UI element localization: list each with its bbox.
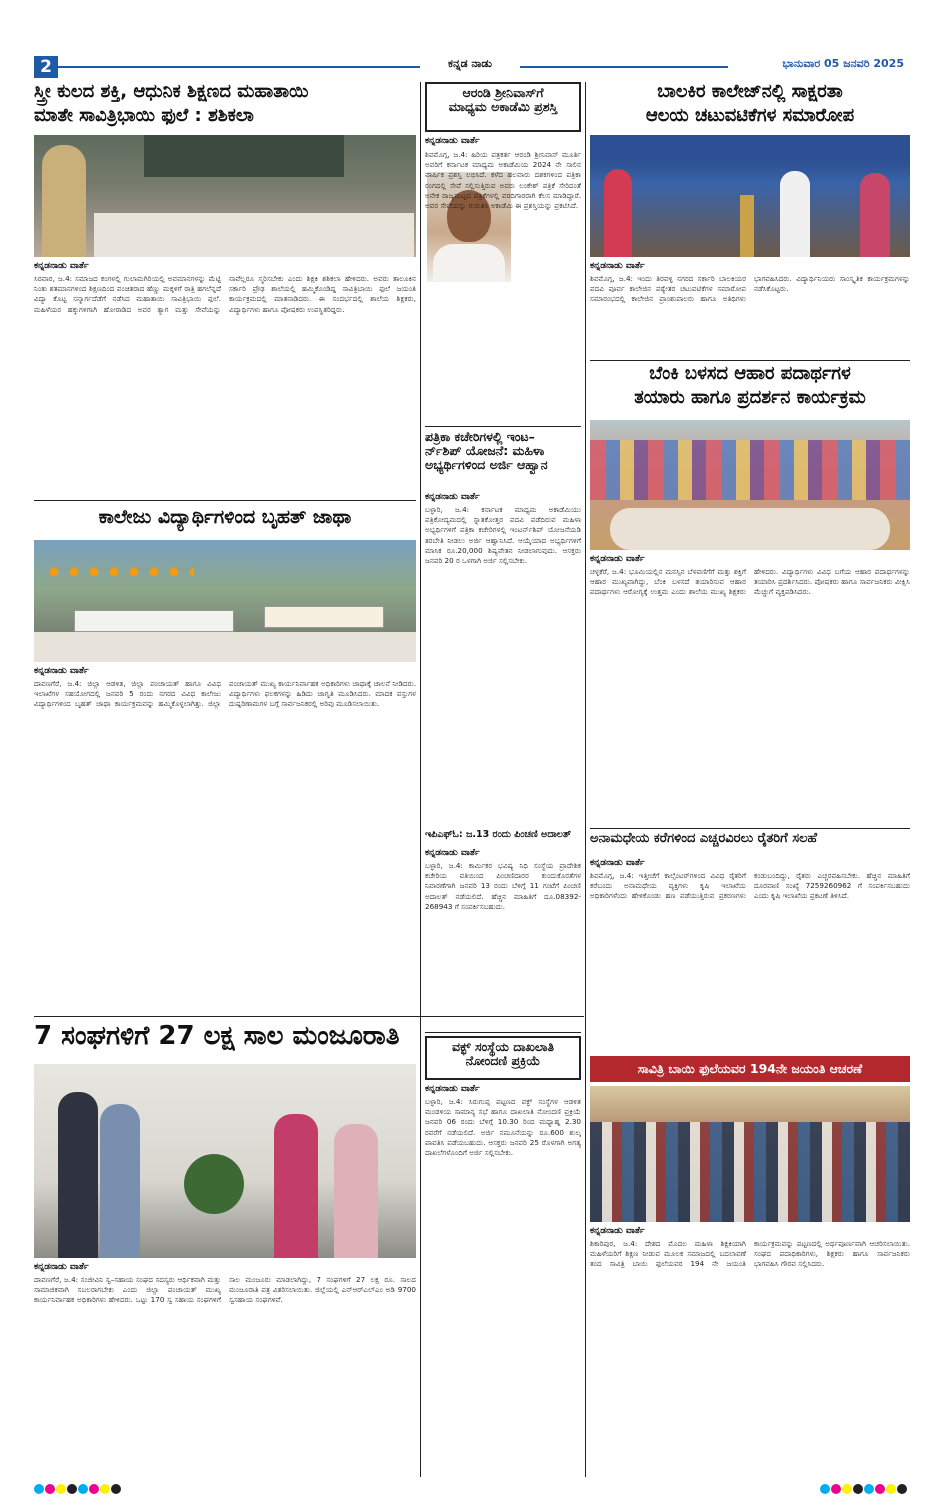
article-byline: ಕನ್ನಡನಾಡು ವಾರ್ತೆ xyxy=(425,136,480,146)
news-photo xyxy=(590,420,910,550)
section-rule xyxy=(425,426,581,427)
news-photo xyxy=(590,135,910,257)
registration-dot xyxy=(67,1484,77,1494)
article-headline: ಕಾಲೇಜು ವಿದ್ಯಾರ್ಥಿಗಳಿಂದ ಬೃಹತ್ ಜಾಥಾ xyxy=(98,507,352,528)
registration-dot xyxy=(886,1484,896,1494)
article-byline: ಕನ್ನಡನಾಡು ವಾರ್ತೆ xyxy=(590,261,645,271)
registration-dot xyxy=(56,1484,66,1494)
headline-line: ಪತ್ರಿಕಾ ಕಚೇರಿಗಳಲ್ಲಿ ಇಂಟ– xyxy=(425,430,535,444)
news-photo xyxy=(34,1064,416,1258)
registration-dot xyxy=(111,1484,121,1494)
photo-person xyxy=(604,169,632,257)
article-headline xyxy=(425,1036,581,1080)
article-byline: ಕನ್ನಡನಾಡು ವಾರ್ತೆ xyxy=(34,666,89,676)
news-photo xyxy=(590,1086,910,1222)
registration-marks-right xyxy=(820,1484,910,1496)
article-byline: ಕನ್ನಡನಾಡು ವಾರ್ತೆ xyxy=(425,848,480,858)
headline-line: ಆರಂಡಿ ಶ್ರೀನಿವಾಸ್‌ಗೆ xyxy=(462,85,544,100)
headline-line: ನೋಂದಣಿ ಪ್ರಕ್ರಿಯೆ xyxy=(465,1053,541,1068)
registration-dot xyxy=(853,1484,863,1494)
photo-person xyxy=(334,1124,378,1258)
article-byline: ಕನ್ನಡನಾಡು ವಾರ್ತೆ xyxy=(34,1262,89,1272)
article-headline: 7 ಸಂಘಗಳಿಗೆ 27 ಲಕ್ಷ ಸಾಲ ಮಂಜೂರಾತಿ xyxy=(34,1022,400,1051)
article-byline: ಕನ್ನಡನಾಡು ವಾರ್ತೆ xyxy=(590,554,645,564)
photo-person xyxy=(100,1104,140,1258)
article-body: ಶಿವಮೊಗ್ಗ, ಜ.4: ಇತ್ತೀಚೆಗೆ ಕಾಲ್ಸೆಂಟರ್‌ಗಳಿಂದ ವಿವಿಧ ರೈತರಿಗೆ ಕರೆಬಂದು ಅನಾಮಧೇಯ ವ್ಯಕ್ತಿಗಳು ಕೃಷಿ ಇಲಾಖೆಯ ಅಧಿಕಾರಿಗಳೆಂದು ಹೇಳಿಕೊಂಡು ಹಣ ಪಡೆಯುತ್ತಿರುವ ಪ್ರಕರಣಗಳು ಕಂಡುಬಂದಿದ್ದು, ರೈತರು ಎಚ್ಚರವಹಿಸಬೇಕು. ಹೆಚ್ಚಿನ ಮಾಹಿತಿಗೆ ದೂರವಾಣಿ ಸಂಖ್ಯೆ 7259260962 ಗೆ ಸಂಪರ್ಕಿಸಬಹುದು ಎಂದು ಕೃಷಿ ಇಲಾಖೆಯ ಪ್ರಕಟಣೆ ತಿಳಿಸಿದೆ. xyxy=(590,871,910,901)
photo-crowd xyxy=(34,632,416,662)
photo-banner xyxy=(264,606,384,628)
photo-food-table xyxy=(610,508,890,550)
article-body: ಶಿವಮೊಗ್ಗ, ಜ.4: ಇಂದು ತಿರವಳ್ಳಿ ನಗರದ ಸರ್ಕಾರಿ ಬಾಲಕಿಯರ ಪದವಿ ಪೂರ್ವ ಕಾಲೇಜಿನ ಪಠ್ಯೇತರ ಚಟುವಟಿಕೆಗಳ ಸಮಾರೋಪ ಸಮಾರಂಭದಲ್ಲಿ ಕಾಲೇಜಿನ ಪ್ರಾಂಶುಪಾಲರು ಹಾಗೂ ಅತಿಥಿಗಳು ಭಾಗವಹಿಸಿದರು. ವಿದ್ಯಾರ್ಥಿನಿಯರು ಸಾಂಸ್ಕೃತಿಕ ಕಾರ್ಯಕ್ರಮಗಳನ್ನು ನಡೆಸಿಕೊಟ್ಟರು. xyxy=(590,274,910,304)
article-body: ದಾವಣಗೆರೆ, ಜ.4: ಸಂಜೀವಿನಿ ಸ್ವ–ಸಹಾಯ ಸಂಘದ ಸದಸ್ಯರು ಆರ್ಥಿಕವಾಗಿ ಮತ್ತು ಸಾಮಾಜಿಕವಾಗಿ ಸಬಲರಾಗಬೇಕು ಎಂದು ಜಿಲ್ಲಾ ಪಂಚಾಯತ್ ಮುಖ್ಯ ಕಾರ್ಯನಿರ್ವಾಹಕ ಅಧಿಕಾರಿಗಳು ಹೇಳಿದರು. ಒಟ್ಟು 170 ಸ್ವ ಸಹಾಯ ಸಂಘಗಳಿಗೆ ಸಾಲ ಮಂಜೂರು ಮಾಡಲಾಗಿದ್ದು, 7 ಸಂಘಗಳಿಗೆ 27 ಲಕ್ಷ ರೂ. ಸಾಲದ ಮಂಜೂರಾತಿ ಪತ್ರ ವಿತರಿಸಲಾಯಿತು. ಜಿಲ್ಲೆಯಲ್ಲಿ ಎನ್‌ಆರ್‌ಎಲ್‌ಎಂ ಅಡಿ 9700 ಸ್ವಸಹಾಯ ಸಂಘಗಳಿವೆ. xyxy=(34,1275,416,1305)
article-headline: ಆಲಯ ಚಟುವಟಿಕೆಗಳ ಸಮಾರೋಪ xyxy=(645,106,855,126)
article-body: ಶಿವಮೊಗ್ಗ, ಜ.4: ಹಿರಿಯ ಪತ್ರಕರ್ತ ಆರಂಡಿ ಶ್ರೀನಿವಾಸ್ ಮೂರ್ತಿ ಅವರಿಗೆ ಕರ್ನಾಟಕ ಮಾಧ್ಯಮ ಅಕಾಡೆಮಿಯ 2024 ನೇ ಸಾಲಿನ ವಾರ್ಷಿಕ ಪ್ರಶಸ್ತಿ ಲಭಿಸಿದೆ. ಕಳೆದ ಹಲವಾರು ದಶಕಗಳಿಂದ ಪತ್ರಿಕಾ ರಂಗದಲ್ಲಿ ಸೇವೆ ಸಲ್ಲಿಸುತ್ತಿರುವ ಅವರು ಲಂಕೇಶ್ ಪತ್ರಿಕೆ ಸೇರಿದಂತೆ ಅನೇಕ ರಾಜ್ಯಮಟ್ಟದ ಪತ್ರಿಕೆಗಳಲ್ಲಿ ವರದಿಗಾರರಾಗಿ ಕೆಲಸ ಮಾಡಿದ್ದಾರೆ. ಅವರ ಸೇವೆಯನ್ನು ಗುರುತಿಸಿ ಅಕಾಡೆಮಿ ಈ ಪ್ರಶಸ್ತಿಯನ್ನು ಪ್ರಕಟಿಸಿದೆ. xyxy=(425,150,581,211)
photo-person xyxy=(274,1114,318,1258)
column-divider xyxy=(585,82,586,1477)
article-headline xyxy=(425,430,581,488)
article-body: ದಾವಣಗೆರೆ, ಜ.4: ಜಿಲ್ಲಾ ಆಡಳಿತ, ಜಿಲ್ಲಾ ಪಂಚಾಯತ್ ಹಾಗೂ ವಿವಿಧ ಇಲಾಖೆಗಳ ಸಹಯೋಗದಲ್ಲಿ ಜನವರಿ 5 ರಂದು ನಗರದ ವಿವಿಧ ಕಾಲೇಜು ವಿದ್ಯಾರ್ಥಿಗಳಿಂದ ಬೃಹತ್ ಜಾಥಾ ಕಾರ್ಯಕ್ರಮವನ್ನು ಹಮ್ಮಿಕೊಳ್ಳಲಾಗಿತ್ತು. ಜಿಲ್ಲಾ ಪಂಚಾಯತ್ ಮುಖ್ಯ ಕಾರ್ಯನಿರ್ವಾಹಕ ಅಧಿಕಾರಿಗಳು ಜಾಥಾಕ್ಕೆ ಚಾಲನೆ ನೀಡಿದರು. ವಿದ್ಯಾರ್ಥಿಗಳು ಫಲಕಗಳನ್ನು ಹಿಡಿದು ಜಾಗೃತಿ ಮೂಡಿಸಿದರು. ಮಾದಕ ವಸ್ತುಗಳ ದುಷ್ಪರಿಣಾಮಗಳ ಬಗ್ಗೆ ಸಾರ್ವಜನಿಕರಲ್ಲಿ ಅರಿವು ಮೂಡಿಸಲಾಯಿತು. xyxy=(34,679,416,709)
headline-line: ಮಾಧ್ಯಮ ಅಕಾಡೆಮಿ ಪ್ರಶಸ್ತಿ xyxy=(448,99,558,114)
article-body: ಚಳ್ಳಕೆರೆ, ಜ.4: ಭೂಮಿಯಲ್ಲಿನ ಮನಸ್ಸಿನ ಬೆಳವಣಿಗೆಗೆ ಮತ್ತು ಶಕ್ತಿಗೆ ಆಹಾರ ಮುಖ್ಯವಾಗಿದ್ದು, ಬೆಂಕಿ ಬಳಸದೆ ತಯಾರಿಸುವ ಆಹಾರ ಪದಾರ್ಥಗಳು ಆರೋಗ್ಯಕ್ಕೆ ಉತ್ತಮ ಎಂದು ಶಾಲೆಯ ಮುಖ್ಯ ಶಿಕ್ಷಕರು ಹೇಳಿದರು. ವಿದ್ಯಾರ್ಥಿಗಳು ವಿವಿಧ ಬಗೆಯ ಆಹಾರ ಪದಾರ್ಥಗಳನ್ನು ತಯಾರಿಸಿ ಪ್ರದರ್ಶಿಸಿದರು. ಪೋಷಕರು ಹಾಗೂ ಸಾರ್ವಜನಿಕರು ವೀಕ್ಷಿಸಿ ಮೆಚ್ಚುಗೆ ವ್ಯಕ್ತಪಡಿಸಿದರು. xyxy=(590,567,910,597)
article-headline: ಬಾಲಕಿರ ಕಾಲೇಜ್‌ನಲ್ಲಿ ಸಾಕ್ಷರತಾ xyxy=(657,82,843,102)
photo-balloons xyxy=(44,562,194,582)
article-headline: ಸಾವಿತ್ರಿ ಬಾಯಿ ಫುಲೆಯವರ 194ನೇ ಜಯಂತಿ ಆಚರಣೆ xyxy=(590,1056,910,1082)
registration-marks-left xyxy=(34,1484,124,1496)
section-rule xyxy=(425,1032,581,1033)
registration-dot xyxy=(842,1484,852,1494)
headline-line: ರ್ನ್‌ಶಿಪ್ ಯೋಜನೆ: ಮಹಿಳಾ xyxy=(425,443,545,458)
article-body: ಬಳ್ಳಾರಿ, ಜ.4: ಸಿರುಗುಪ್ಪ ಪಟ್ಟಣದ ವಕ್ಫ್ ಸಂಸ್ಥೆಗಳ ಆಡಳಿತ ಮಂಡಳಿಯ ಸಾಮಾನ್ಯ ಸಭೆ ಹಾಗೂ ದಾಖಲಾತಿ ನೋಂದಣಿ ಪ್ರಕ್ರಿಯೆ ಜನವರಿ 06 ರಂದು ಬೆಳಿಗ್ಗೆ 10.30 ರಿಂದ ಮಧ್ಯಾಹ್ನ 2.30 ರವರೆಗೆ ನಡೆಯಲಿದೆ. ಅರ್ಜಿ ನಮೂನೆಯನ್ನು ರೂ.600 ಶುಲ್ಕ ಪಾವತಿಸಿ ಪಡೆಯಬಹುದು. ಆಸಕ್ತರು ಜನವರಿ 25 ರೊಳಗಾಗಿ ಅಗತ್ಯ ದಾಖಲೆಗಳೊಂದಿಗೆ ಅರ್ಜಿ ಸಲ್ಲಿಸಬೇಕು. xyxy=(425,1097,581,1158)
registration-dot xyxy=(78,1484,88,1494)
registration-dot xyxy=(34,1484,44,1494)
article-byline: ಕನ್ನಡನಾಡು ವಾರ್ತೆ xyxy=(425,492,480,502)
photo-crowd xyxy=(590,1122,910,1222)
headline-line: ವಕ್ಫ್ ಸಂಸ್ಥೆಯ ದಾಖಲಾತಿ xyxy=(451,1039,555,1054)
registration-dot xyxy=(875,1484,885,1494)
article-headline: ಸ್ತ್ರೀ ಕುಲದ ಶಕ್ತಿ, ಆಧುನಿಕ ಶಿಕ್ಷಣದ ಮಹಾತಾಯಿ xyxy=(34,82,309,102)
registration-dot xyxy=(45,1484,55,1494)
article-byline: ಕನ್ನಡನಾಡು ವಾರ್ತೆ xyxy=(34,261,89,271)
article-byline: ಕನ್ನಡನಾಡು ವಾರ್ತೆ xyxy=(590,858,645,868)
registration-dot xyxy=(831,1484,841,1494)
column-divider xyxy=(420,82,421,1477)
photo-person xyxy=(42,145,86,257)
headline-line: ಅಭ್ಯರ್ಥಿಗಳಿಂದ ಅರ್ಜಿ ಆಹ್ವಾನ xyxy=(425,457,548,472)
article-headline xyxy=(425,82,581,132)
section-rule xyxy=(34,500,416,501)
photo-lamp xyxy=(740,195,754,257)
masthead: ಕನ್ನಡ ನಾಡು xyxy=(420,57,520,71)
article-body: ಸಿರವಾರ, ಜ.4: ಸಮಾಜದ ಕಂಗಳಲ್ಲಿ ಗುಲಾಮಗಿರಿಯಲ್ಲಿ ಅವಮಾನಗಳನ್ನು ಮೆಟ್ಟಿ ನಿಂತು ಶತಮಾನಗಳಿಂದ ಶಿಕ್ಷಣದಿಂದ ವಂಚಿತರಾದ ಹೆಣ್ಣು ಮಕ್ಕಳಿಗೆ ರಾತ್ರಿ ಹಗಲೆನ್ನದೆ ವಿದ್ಯಾ ಕೊಟ್ಟ ಸನ್ಮಾರ್ಗದೆಡೆಗೆ ನಡೆಸಿದ ಮಹಾತಾಯಿ ಸಾವಿತ್ರಿಭಾಯಿ ಫುಲೆ. ಮಹಿಳೆಯರ ಹಕ್ಕುಗಳಿಗಾಗಿ ಹೋರಾಡಿದ ಅವರ ತ್ಯಾಗ ಮತ್ತು ಸೇವೆಯನ್ನು ನಾವೆಲ್ಲರೂ ಸ್ಮರಿಸಬೇಕು ಎಂದು ಶಿಕ್ಷಕಿ ಶಶಿಕಲಾ ಹೇಳಿದರು. ಅವರು ತಾಲೂಕಿನ ಸರ್ಕಾರಿ ಪ್ರೌಢ ಶಾಲೆಯಲ್ಲಿ ಹಮ್ಮಿಕೊಂಡಿದ್ದ ಸಾವಿತ್ರಿಬಾಯಿ ಫುಲೆ ಜಯಂತಿ ಕಾರ್ಯಕ್ರಮದಲ್ಲಿ ಮಾತನಾಡಿದರು. ಈ ಸಂದರ್ಭದಲ್ಲಿ ಶಾಲೆಯ ಶಿಕ್ಷಕರು, ವಿದ್ಯಾರ್ಥಿಗಳು ಹಾಗೂ ಪೋಷಕರು ಉಪಸ್ಥಿತರಿದ್ದರು. xyxy=(34,274,416,314)
photo-table xyxy=(94,213,414,257)
article-byline: ಕನ್ನಡನಾಡು ವಾರ್ತೆ xyxy=(425,1084,480,1094)
article-body: ಶಿಕಾರಿಪುರ, ಜ.4: ದೇಶದ ಮೊದಲ ಮಹಿಳಾ ಶಿಕ್ಷಕಿಯಾಗಿ ಮಹಿಳೆಯರಿಗೆ ಶಿಕ್ಷಣ ನೀಡುವ ಮೂಲಕ ಸಮಾಜದಲ್ಲಿ ಬದಲಾವಣೆ ತಂದ ಸಾವಿತ್ರಿ ಬಾಯಿ ಫುಲೆಯವರ 194 ನೇ ಜಯಂತಿ ಕಾರ್ಯಕ್ರಮವನ್ನು ಪಟ್ಟಣದಲ್ಲಿ ಅರ್ಥಪೂರ್ಣವಾಗಿ ಆಚರಿಸಲಾಯಿತು. ಸಂಘದ ಪದಾಧಿಕಾರಿಗಳು, ಶಿಕ್ಷಕರು ಹಾಗೂ ಸಾರ್ವಜನಿಕರು ಭಾಗವಹಿಸಿ ಗೌರವ ಸಲ್ಲಿಸಿದರು. xyxy=(590,1239,910,1269)
article-byline: ಕನ್ನಡನಾಡು ವಾರ್ತೆ xyxy=(590,1226,645,1236)
article-headline: ಬೆಂಕಿ ಬಳಸದ ಆಹಾರ ಪದಾರ್ಥಗಳ xyxy=(649,364,851,384)
photo-people xyxy=(590,440,910,500)
photo-plant xyxy=(184,1154,244,1214)
photo-person xyxy=(780,171,810,257)
section-rule xyxy=(590,828,910,829)
registration-dot xyxy=(89,1484,99,1494)
page-number: 2 xyxy=(34,56,58,78)
registration-dot xyxy=(897,1484,907,1494)
article-headline: ಮಾತೇ ಸಾವಿತ್ರಿಭಾಯಿ ಫುಲೆ : ಶಶಿಕಲಾ xyxy=(34,106,254,126)
news-photo xyxy=(34,540,416,662)
registration-dot xyxy=(864,1484,874,1494)
article-body: ಬಳ್ಳಾರಿ, ಜ.4: ಕಾರ್ಮಿಕರ ಭವಿಷ್ಯ ನಿಧಿ ಸಂಸ್ಥೆಯ ಪ್ರಾದೇಶಿಕ ಕಚೇರಿಯ ವತಿಯಿಂದ ಪಿಂಚಣಿದಾರರ ಕುಂದುಕೊರತೆಗಳ ನಿವಾರಣೆಗಾಗಿ ಜನವರಿ 13 ರಂದು ಬೆಳಿಗ್ಗೆ 11 ಗಂಟೆಗೆ ಪಿಂಚಣಿ ಅದಾಲತ್ ನಡೆಯಲಿದೆ. ಹೆಚ್ಚಿನ ಮಾಹಿತಿಗೆ ದೂ.08392-268943 ಗೆ ಸಂಪರ್ಕಿಸಬಹುದು. xyxy=(425,861,581,911)
section-rule xyxy=(590,360,910,361)
article-headline: ಅನಾಮಧೇಯ ಕರೆಗಳಿಂದ ಎಚ್ಚರವಿರಲು ರೈತರಿಗೆ ಸಲಹೆ xyxy=(590,832,818,846)
registration-dot xyxy=(100,1484,110,1494)
photo-person xyxy=(860,173,890,257)
registration-dot xyxy=(820,1484,830,1494)
photo-board xyxy=(144,135,344,177)
photo-person xyxy=(58,1092,98,1258)
page-date: ಭಾನುವಾರ 05 ಜನವರಿ 2025 xyxy=(728,57,904,71)
article-headline: ಇಪಿಎಫ್‌ಓ: ಜ.13 ರಂದು ಪಿಂಚಣಿ ಅದಾಲತ್ xyxy=(425,830,572,840)
photo-banner xyxy=(590,135,910,161)
article-headline: ತಯಾರು ಹಾಗೂ ಪ್ರದರ್ಶನ ಕಾರ್ಯಕ್ರಮ xyxy=(634,388,866,408)
article-body: ಬಳ್ಳಾರಿ, ಜ.4: ಕರ್ನಾಟಕ ಮಾಧ್ಯಮ ಅಕಾಡೆಮಿಯು ಪತ್ರಿಕೋದ್ಯಮದಲ್ಲಿ ಸ್ನಾತಕೋತ್ತರ ಪದವಿ ಪಡೆದಿರುವ ಮಹಿಳಾ ಅಭ್ಯರ್ಥಿಗಳಿಗೆ ಪತ್ರಿಕಾ ಕಚೇರಿಗಳಲ್ಲಿ ಇಂಟರ್ನ್‌ಶಿಪ್ ಯೋಜನೆಯಡಿ ತರಬೇತಿ ನೀಡಲು ಅರ್ಜಿ ಆಹ್ವಾನಿಸಿದೆ. ಆಯ್ಕೆಯಾದ ಅಭ್ಯರ್ಥಿಗಳಿಗೆ ಮಾಸಿಕ ರೂ.20,000 ಶಿಷ್ಯವೇತನ ನೀಡಲಾಗುವುದು. ಆಸಕ್ತರು ಜನವರಿ 20 ರ ಒಳಗಾಗಿ ಅರ್ಜಿ ಸಲ್ಲಿಸಬೇಕು. xyxy=(425,505,581,566)
news-photo xyxy=(34,135,416,257)
photo-banner xyxy=(74,610,234,632)
